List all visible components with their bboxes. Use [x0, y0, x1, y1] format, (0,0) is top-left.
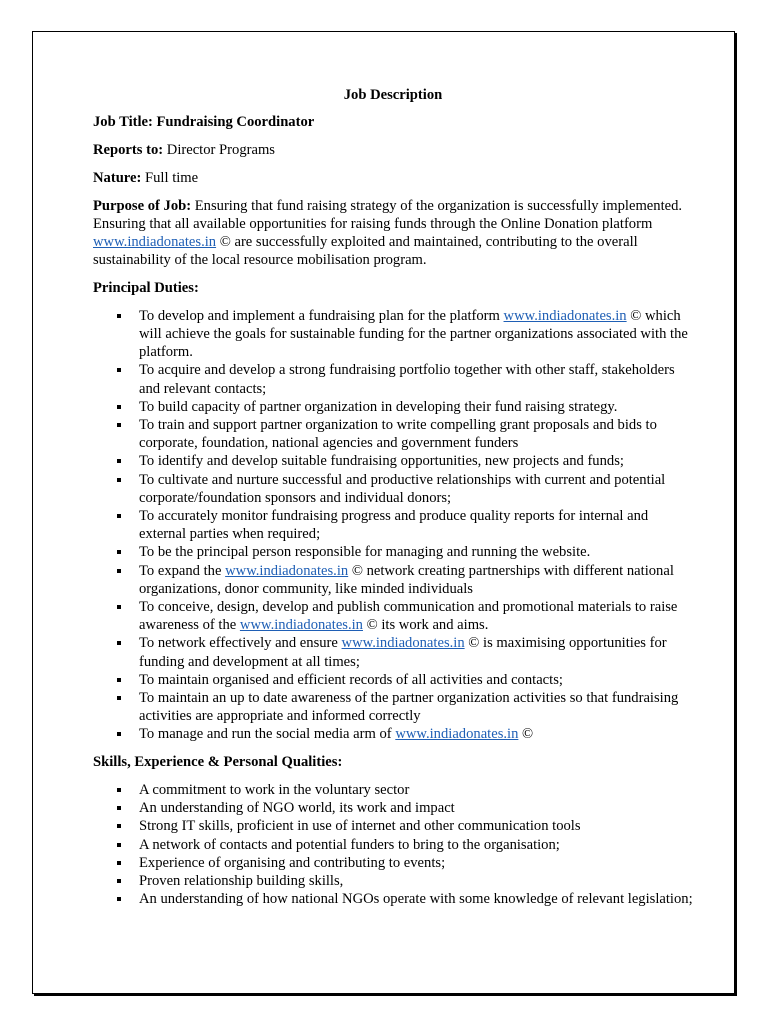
skill-list-item: A network of contacts and potential funders to bring to the organisation;: [93, 836, 693, 854]
duty-list-item: [93, 598, 693, 634]
duty-text: To cultivate and nurture successful and productive relationships with current and potential corporate/foundation sponsors and individual donors;: [139, 471, 666, 506]
skill-list-item: Proven relationship building skills,: [93, 872, 693, 890]
reports-to-label: Reports to:: [93, 142, 164, 158]
purpose-text: Ensuring that fund raising strategy of the organization is successfully implemented. Ensuring that all available opportunities for raising funds through the Online Donation platform: [93, 197, 683, 232]
duty-list-item: [93, 543, 693, 561]
duty-text: To manage and run the social media arm of: [139, 726, 396, 743]
duty-list-item: [93, 307, 693, 362]
duty-list-item: [93, 452, 693, 470]
principal-duties-heading: Principal Duties:: [93, 280, 199, 296]
page-title: Job Description: [343, 87, 443, 103]
duty-list-item: [93, 361, 693, 397]
duty-list-item: [93, 562, 693, 598]
duty-text: To accurately monitor fundraising progress and produce quality reports for internal and external parties when required;: [139, 508, 649, 543]
purpose-of-job: [93, 197, 693, 270]
duty-list-item: [93, 725, 693, 743]
purpose-label: Purpose of Job:: [93, 197, 192, 214]
skill-list-item: An understanding of how national NGOs operate with some knowledge of relevant legislation;: [93, 890, 693, 908]
duty-list-item: [93, 398, 693, 416]
principal-duties-list: [93, 307, 693, 744]
skill-list-item: Experience of organising and contributing to events;: [93, 854, 693, 872]
indiadonates-link[interactable]: www.indiadonates.in: [341, 635, 465, 652]
duty-list-item: [93, 507, 693, 543]
duty-text: To network effectively and ensure: [139, 635, 342, 652]
duty-text: To train and support partner organization to write compelling grant proposals and bids to corporate, foundation, national agencies and government funders: [139, 417, 657, 452]
duty-text: To build capacity of partner organization in developing their fund raising strategy.: [139, 398, 618, 415]
nature: [93, 169, 693, 187]
duty-list-item: [93, 471, 693, 507]
indiadonates-link[interactable]: www.indiadonates.in: [239, 617, 363, 634]
duty-text: To acquire and develop a strong fundraising portfolio together with other staff, stakeholders and relevant contacts;: [139, 362, 675, 397]
duty-text: ©: [518, 726, 534, 743]
skill-list-item: An understanding of NGO world, its work and impact: [93, 799, 693, 817]
duty-text: © is maximising opportunities for funding and development at all times;: [139, 635, 667, 670]
nature-value: Full time: [141, 169, 199, 186]
duty-text: To be the principal person responsible for managing and running the website.: [139, 544, 591, 561]
duty-text: To identify and develop suitable fundraising opportunities, new projects and funds;: [139, 453, 624, 470]
duty-list-item: [93, 634, 693, 670]
duty-text: To develop and implement a fundraising plan for the platform: [139, 307, 504, 324]
indiadonates-link[interactable]: www.indiadonates.in: [225, 562, 349, 579]
duty-text: To expand the: [139, 562, 226, 579]
nature-label: Nature:: [93, 169, 142, 186]
skills-list: [93, 781, 693, 908]
skill-list-item: A commitment to work in the voluntary sector: [93, 781, 693, 799]
reports-to: [93, 141, 693, 159]
skill-list-item: Strong IT skills, proficient in use of internet and other communication tools: [93, 817, 693, 835]
job-title: Job Title: Fundraising Coordinator: [93, 114, 315, 131]
duty-list-item: [93, 671, 693, 689]
duty-text: To maintain an up to date awareness of the partner organization activities so that fundraising activities are appropriate and informed correctly: [139, 690, 679, 725]
reports-to-value: Director Programs: [163, 142, 275, 158]
duty-text: To maintain organised and efficient records of all activities and contacts;: [139, 671, 563, 688]
duty-list-item: [93, 689, 693, 725]
duty-text: To conceive, design, develop and publish communication and promotional materials to raise awareness of the: [139, 599, 678, 634]
duty-text: © which will achieve the goals for sustainable funding for the partner organizations associated with the platform.: [139, 307, 688, 361]
purpose-text: © are successfully exploited and maintained, contributing to the overall sustainability of the local resource mobilisation program.: [93, 234, 638, 269]
skills-heading: Skills, Experience & Personal Qualities:: [93, 754, 343, 771]
document-body: [93, 86, 693, 918]
duty-list-item: [93, 416, 693, 452]
duty-text: © network creating partnerships with different national organizations, donor community, like minded individuals: [139, 562, 674, 597]
indiadonates-link[interactable]: www.indiadonates.in: [503, 307, 627, 324]
indiadonates-link[interactable]: www.indiadonates.in: [93, 234, 217, 250]
duty-text: © its work and aims.: [362, 617, 489, 634]
indiadonates-link[interactable]: www.indiadonates.in: [395, 726, 519, 743]
